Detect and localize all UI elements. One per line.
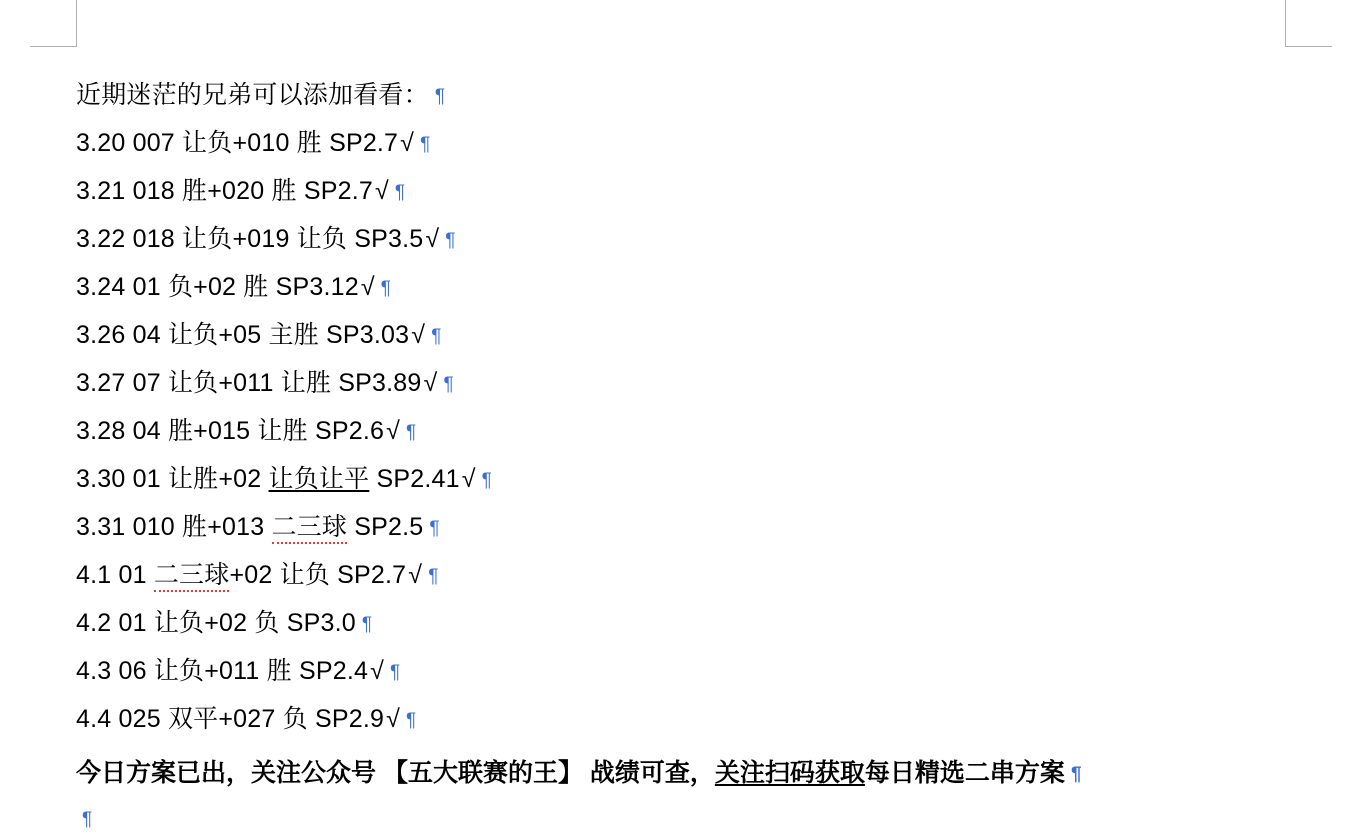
paragraph-mark-icon: ¶ bbox=[1070, 764, 1082, 785]
paragraph-mark-icon: ¶ bbox=[434, 86, 446, 107]
paragraph-line bbox=[76, 504, 1322, 552]
paragraph-line bbox=[76, 600, 1322, 648]
paragraph-text-prefix: 4.1 01 bbox=[76, 561, 154, 589]
check-mark-icon: √ bbox=[408, 561, 423, 589]
paragraph-text: 3.26 04 让负+05 主胜 SP3.03 bbox=[76, 321, 410, 349]
paragraph-line bbox=[76, 408, 1322, 456]
paragraph-mark-icon: ¶ bbox=[380, 278, 392, 299]
paragraph-text: 4.2 01 让负+02 负 SP3.0 bbox=[76, 609, 356, 637]
page-corner-mark-top-left bbox=[30, 0, 77, 47]
spellcheck-term: 二三球 bbox=[272, 513, 348, 544]
paragraph-text: 3.27 07 让负+011 让胜 SP3.89 bbox=[76, 369, 422, 397]
check-mark-icon: √ bbox=[386, 417, 400, 445]
paragraph-mark-icon: ¶ bbox=[405, 710, 417, 731]
check-mark-icon: √ bbox=[423, 369, 438, 397]
paragraph-text: 4.3 06 让负+011 胜 SP2.4 bbox=[76, 657, 369, 685]
paragraph-text: 3.21 018 胜+020 胜 SP2.7 bbox=[76, 177, 373, 205]
paragraph-text: 近期迷茫的兄弟可以添加看看： bbox=[76, 81, 429, 109]
paragraph-text-prefix: 3.30 01 让胜+02 bbox=[76, 465, 269, 493]
paragraph-line bbox=[76, 696, 1322, 744]
empty-paragraph-line bbox=[76, 798, 1322, 838]
check-mark-icon: √ bbox=[374, 177, 389, 205]
paragraph-text: 3.22 018 让负+019 让负 SP3.5 bbox=[76, 225, 424, 253]
paragraph-mark-icon: ¶ bbox=[82, 809, 93, 830]
paragraph-mark-icon: ¶ bbox=[390, 662, 401, 683]
paragraph-line bbox=[76, 216, 1322, 264]
paragraph-line bbox=[76, 360, 1322, 408]
footer-text-prefix: 今日方案已出，关注公众号 【五大联赛的王】 战绩可查， bbox=[76, 759, 715, 787]
document-body bbox=[76, 72, 1322, 838]
paragraph-line bbox=[76, 648, 1322, 696]
paragraph-mark-icon: ¶ bbox=[481, 470, 493, 491]
underlined-term: 让负让平 bbox=[268, 465, 370, 493]
paragraph-line bbox=[76, 120, 1322, 168]
paragraph-text: 3.28 04 胜+015 让胜 SP2.6 bbox=[76, 417, 385, 445]
spellcheck-term: 二三球 bbox=[154, 561, 230, 592]
paragraph-text: 3.20 007 让负+010 胜 SP2.7 bbox=[76, 129, 399, 157]
paragraph-line bbox=[76, 456, 1322, 504]
paragraph-line bbox=[76, 168, 1322, 216]
paragraph-mark-icon: ¶ bbox=[361, 614, 373, 635]
footer-link-text[interactable]: 关注扫码获取 bbox=[714, 759, 865, 787]
paragraph-line bbox=[76, 552, 1322, 600]
paragraph-text-suffix: SP2.41 bbox=[369, 465, 460, 493]
paragraph-mark-icon: ¶ bbox=[405, 422, 417, 443]
footer-promo-line bbox=[76, 750, 1322, 798]
check-mark-icon: √ bbox=[461, 465, 476, 493]
paragraph-line bbox=[76, 72, 1322, 120]
check-mark-icon: √ bbox=[400, 129, 415, 157]
paragraph-line bbox=[76, 264, 1322, 312]
paragraph-text: 4.4 025 双平+027 负 SP2.9 bbox=[76, 705, 385, 733]
paragraph-mark-icon: ¶ bbox=[394, 182, 406, 203]
page-corner-mark-top-right bbox=[1285, 0, 1332, 47]
paragraph-text: 3.24 01 负+02 胜 SP3.12 bbox=[76, 273, 359, 301]
check-mark-icon: √ bbox=[411, 321, 426, 349]
paragraph-line bbox=[76, 312, 1322, 360]
paragraph-text-suffix: SP2.5 bbox=[347, 513, 424, 541]
paragraph-mark-icon: ¶ bbox=[443, 374, 454, 395]
check-mark-icon: √ bbox=[425, 225, 440, 253]
paragraph-text-suffix: +02 让负 SP2.7 bbox=[229, 561, 407, 589]
paragraph-mark-icon: ¶ bbox=[420, 134, 431, 155]
check-mark-icon: √ bbox=[386, 705, 400, 733]
paragraph-mark-icon: ¶ bbox=[445, 230, 456, 251]
paragraph-text-prefix: 3.31 010 胜+013 bbox=[76, 513, 272, 541]
paragraph-mark-icon: ¶ bbox=[428, 566, 439, 587]
check-mark-icon: √ bbox=[370, 657, 385, 685]
check-mark-icon: √ bbox=[360, 273, 375, 301]
paragraph-mark-icon: ¶ bbox=[431, 326, 442, 347]
paragraph-mark-icon: ¶ bbox=[429, 518, 440, 539]
footer-text-suffix: 每日精选二串方案 bbox=[864, 759, 1065, 787]
